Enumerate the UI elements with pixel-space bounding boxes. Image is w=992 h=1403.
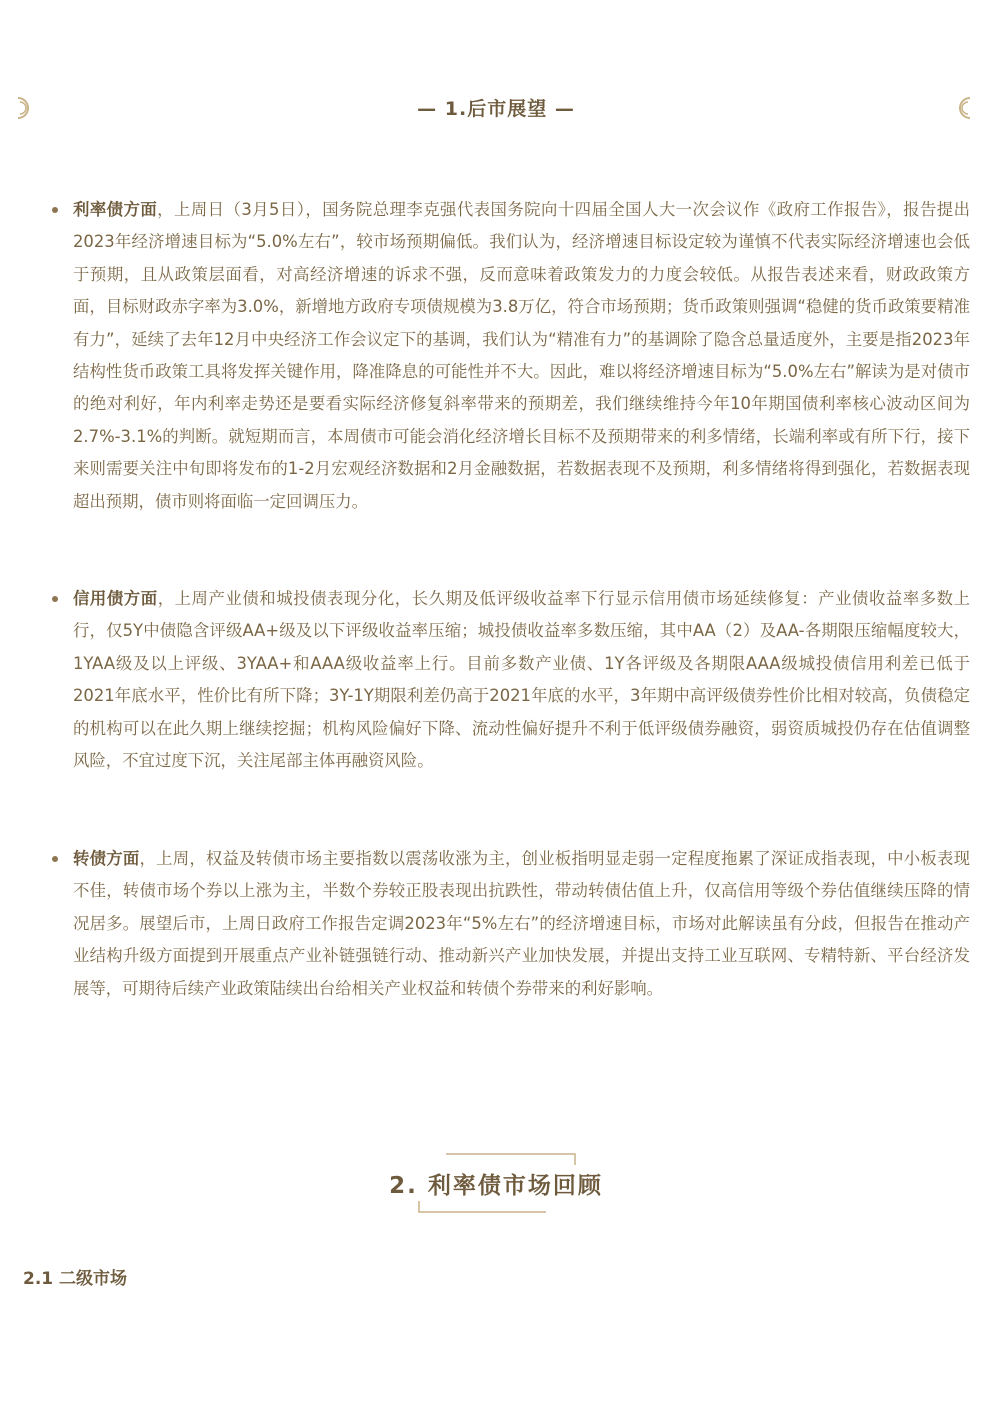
subsection-title: 2.1 二级市场 (23, 1269, 128, 1289)
bullet-lead: 信用债方面 (73, 589, 158, 608)
bullet-lead: 利率债方面 (73, 200, 158, 219)
list-item-rates (48, 194, 970, 518)
bullet-paragraph (73, 583, 970, 777)
list-item-convertible (48, 843, 970, 1005)
section-title: 2. 利率债市场回顾 (389, 1173, 603, 1199)
bullet-body: ，上周日（3月5日），国务院总理李克强代表国务院向十四届全国人大一次会议作《政府工作报告》，报告提出2023年经济增速目标为“5.0%左右”，较市场预期偏低。我们认为，经济增速目标设定较为谨慎不代表实际经济增速也会低于预期，且从政策层面看，对高经济增速的诉求不强，反而意味着政策发力的力度会较低。从报告表述来看，财政政策方面，目标财政赤字率为3.0%，新增地方政府专项债规模为3.8万亿，符合市场预期；货币政策则强调“稳健的货币政策要精准有力”，延续了去年12月中央经济工作会议定下的基调，我们认为“精准有力”的基调除了隐含总量适度外，主要是指2023年结构性货币政策工具将发挥关键作用，降准降息的可能性并不大。因此，难以将经济增速目标为“5.0%左右”解读为是对债市的绝对利好，年内利率走势还是要看实际经济修复斜率带来的预期差，我们继续维持今年10年期国债利率核心波动区间为2.7%-3.1%的判断。就短期而言，本周债市可能会消化经济增长目标不及预期带来的利多情绪，长端利率或有所下行，接下来则需要关注中旬即将发布的1-2月宏观经济数据和2月金融数据，若数据表现不及预期，利多情绪将得到强化，若数据表现超出预期，债市则将面临一定回调压力。 (73, 200, 970, 511)
bullet-dot-icon (52, 856, 58, 862)
bullet-paragraph (73, 843, 970, 1005)
bullet-body: ，上周产业债和城投债表现分化，长久期及低评级收益率下行显示信用债市场延续修复：产业债收益率多数上行，仅5Y中债隐含评级AA+级及以下评级收益率压缩；城投债收益率多数压缩，其中AA（2）及AA-各期限压缩幅度较大，1YAA级及以上评级、3YAA+和AAA级收益率上行。目前多数产业债、1Y各评级及各期限AAA级城投债信用利差已低于2021年底水平，性价比有所下降；3Y-1Y期限利差仍高于2021年底的水平，3年期中高评级债券性价比相对较高，负债稳定的机构可以在此久期上继续挖掘；机构风险偏好下降、流动性偏好提升不利于低评级债券融资，弱资质城投仍存在估值调整风险，不宜过度下沉，关注尾部主体再融资风险。 (73, 589, 971, 771)
bullet-dot-icon (52, 596, 58, 602)
list-item-credit (48, 583, 970, 777)
page-header-title: — 1.后市展望 — (417, 98, 575, 120)
bullet-paragraph (73, 194, 970, 518)
bullet-dot-icon (52, 207, 58, 213)
bullet-lead: 转债方面 (73, 849, 140, 868)
bullet-body: ，上周，权益及转债市场主要指数以震荡收涨为主，创业板指明显走弱一定程度拖累了深证成指表现，中小板表现不佳，转债市场个券以上涨为主，半数个券较正股表现出抗跌性，带动转债估值上升，仅高信用等级个券估值继续压降的情况居多。展望后市，上周日政府工作报告定调2023年“5%左右”的经济增速目标，市场对此解读虽有分歧，但报告在推动产业结构升级方面提到开展重点产业补链强链行动、推动新兴产业加快发展，并提出支持工业互联网、专精特新、平台经济发展等，可期待后续产业政策陆续出台给相关产业权益和转债个券带来的利好影响。 (73, 849, 971, 998)
